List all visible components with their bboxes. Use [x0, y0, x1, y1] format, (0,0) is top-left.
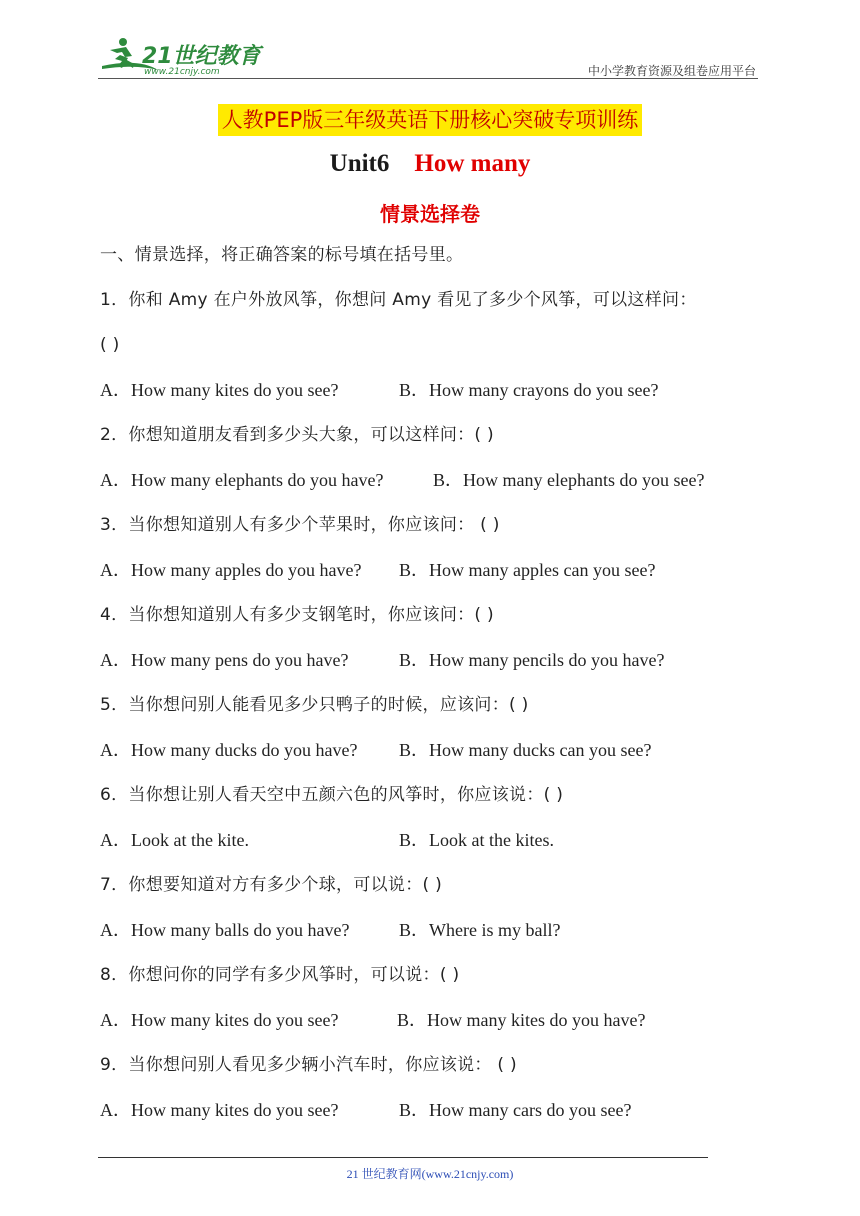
option-a: A．How many pens do you have? [100, 650, 349, 670]
option-a: A．How many kites do you see? [100, 380, 339, 400]
option-a: A．How many kites do you see? [100, 1010, 339, 1030]
options-row [100, 465, 765, 510]
option-b: B．How many crayons do you see? [399, 380, 659, 400]
question-stem: 7．你想要知道对方有多少个球，可以说：( ) [100, 875, 443, 895]
question-stem: 6．当你想让别人看天空中五颜六色的风筝时，你应该说：( ) [100, 785, 564, 805]
answer-blank: ( ) [100, 335, 120, 355]
option-a: A．How many elephants do you have? [100, 470, 384, 490]
option-b: B．How many apples can you see? [399, 560, 656, 580]
option-b: B．How many kites do you have? [397, 1010, 646, 1030]
logo-21cnjy [98, 36, 268, 76]
question-stem: 3．当你想知道别人有多少个苹果时，你应该问： ( ) [100, 515, 500, 535]
header-divider [98, 78, 758, 79]
page-title: 人教PEP版三年级英语下册核心突破专项训练 [218, 104, 643, 136]
footer-source: 21 世纪教育网(www.21cnjy.com) [346, 1167, 514, 1181]
option-b: B．How many cars do you see? [399, 1100, 632, 1120]
option-b: B．How many pencils do you have? [399, 650, 665, 670]
option-a: A．How many kites do you see? [100, 1100, 339, 1120]
option-b: B．Look at the kites. [399, 830, 554, 850]
options-row [100, 825, 765, 870]
question-stem: 8．你想问你的同学有多少风筝时，可以说：( ) [100, 965, 460, 985]
logo-url: www.21cnjy.com [144, 67, 220, 76]
options-row [100, 1095, 765, 1140]
option-a: A．Look at the kite. [100, 830, 249, 850]
question-stem: 1．你和 Amy 在户外放风筝，你想问 Amy 看见了多少个风筝，可以这样问： [100, 290, 697, 310]
options-row [100, 915, 765, 960]
question-stem: 2．你想知道朋友看到多少头大象，可以这样问：( ) [100, 425, 494, 445]
option-b: B．How many ducks can you see? [399, 740, 652, 760]
options-row [100, 1005, 765, 1050]
section-instruction: 一、情景选择，将正确答案的标号填在括号里。 [100, 245, 464, 265]
option-a: A．How many apples do you have? [100, 560, 362, 580]
question-list [100, 240, 765, 1140]
unit-topic: How many [414, 150, 531, 177]
unit-number: Unit6 [329, 150, 390, 177]
option-b: B．How many elephants do you see? [433, 470, 705, 490]
question-stem: 5．当你想问别人能看见多少只鸭子的时候，应该问：( ) [100, 695, 529, 715]
paper-subtitle: 情景选择卷 [380, 202, 480, 226]
platform-name: 中小学教育资源及组卷应用平台 [587, 64, 756, 78]
question-stem: 4．当你想知道别人有多少支钢笔时，你应该问：( ) [100, 605, 494, 625]
option-b: B．Where is my ball? [399, 920, 561, 940]
option-a: A．How many ducks do you have? [100, 740, 358, 760]
options-row [100, 735, 765, 780]
option-a: A．How many balls do you have? [100, 920, 350, 940]
footer-divider [98, 1157, 708, 1158]
logo-text: 21世纪教育 [142, 44, 261, 69]
page-header [98, 32, 758, 80]
question-stem: 9．当你想问别人看见多少辆小汽车时，你应该说： ( ) [100, 1055, 517, 1075]
options-row [100, 555, 765, 600]
options-row [100, 645, 765, 690]
unit-heading [0, 150, 860, 178]
options-row [100, 375, 765, 420]
